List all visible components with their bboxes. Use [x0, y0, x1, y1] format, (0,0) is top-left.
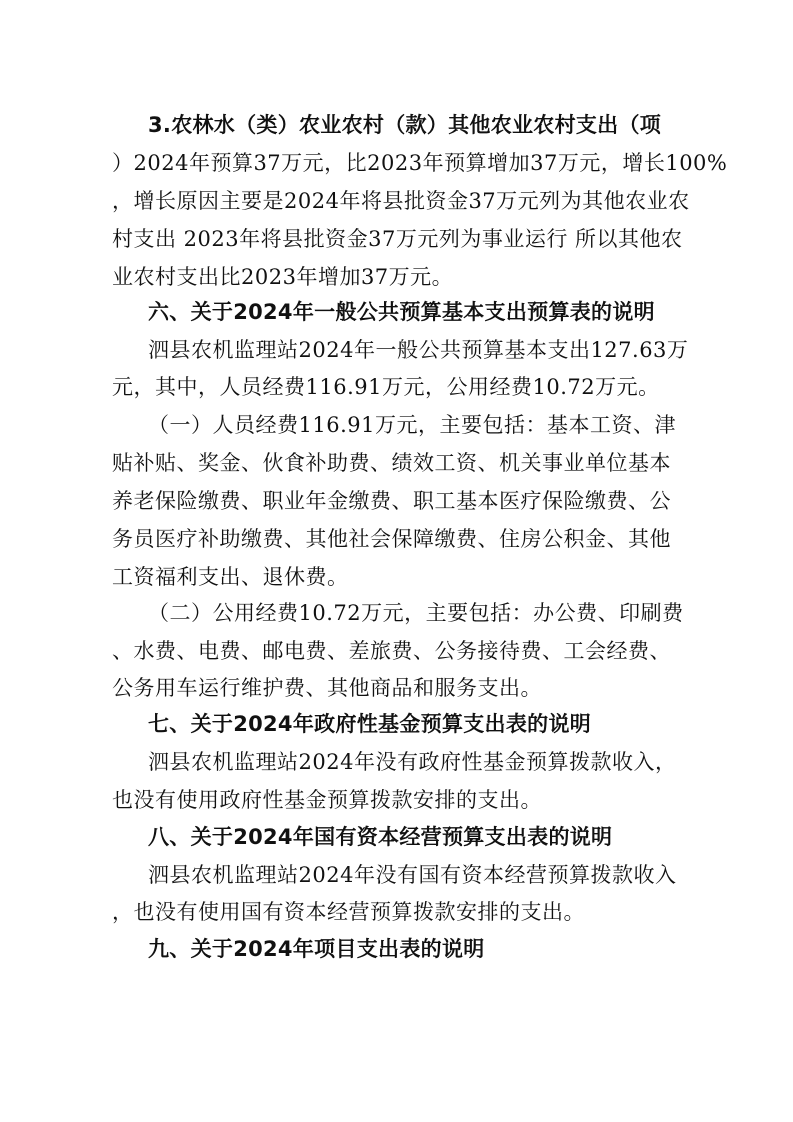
- personnel-expense-line: 贴补贴、奖金、伙食补助费、绩效工资、机关事业单位基本: [112, 451, 671, 475]
- personnel-expense-line: 务员医疗补助缴费、其他社会保障缴费、住房公积金、其他: [112, 527, 671, 551]
- section-8-text-line: ，也没有使用国有资本经营预算拨款安排的支出。: [112, 900, 585, 924]
- section-9-heading: 九、关于2024年项目支出表的说明: [148, 937, 485, 961]
- section-6-text-line: 泗县农机监理站2024年一般公共预算基本支出127.63万: [148, 338, 689, 362]
- section-8-text-line: 泗县农机监理站2024年没有国有资本经营预算拨款收入: [148, 863, 677, 887]
- item-3-text-line: 村支出 2023年将县批资金37万元列为事业运行 所以其他农: [112, 227, 683, 251]
- personnel-expense-line: 工资福利支出、退休费。: [112, 565, 349, 589]
- section-7-text-line: 也没有使用政府性基金预算拨款安排的支出。: [112, 788, 542, 812]
- public-expense-line: 、水费、电费、邮电费、差旅费、公务接待费、工会经费、: [112, 639, 671, 663]
- section-7-text-line: 泗县农机监理站2024年没有政府性基金预算拨款收入，: [148, 750, 677, 774]
- item-3-text-line: ）2024年预算37万元，比2023年预算增加37万元，增长100%: [112, 151, 728, 175]
- item-3-heading-line: 3.农林水（类）农业农村（款）其他农业农村支出（项: [148, 113, 662, 137]
- section-6-heading: 六、关于2024年一般公共预算基本支出预算表的说明: [148, 300, 655, 324]
- personnel-expense-line: （一）人员经费116.91万元，主要包括：基本工资、津: [148, 413, 676, 437]
- item-3-text-line: 业农村支出比2023年增加37万元。: [112, 265, 454, 289]
- public-expense-line: （二）公用经费10.72万元，主要包括：办公费、印刷费: [148, 601, 684, 625]
- public-expense-line: 公务用车运行维护费、其他商品和服务支出。: [112, 676, 542, 700]
- section-8-heading: 八、关于2024年国有资本经营预算支出表的说明: [148, 825, 613, 849]
- section-6-text-line: 元，其中，人员经费116.91万元，公用经费10.72万元。: [112, 375, 660, 399]
- personnel-expense-line: 养老保险缴费、职业年金缴费、职工基本医疗保险缴费、公: [112, 489, 671, 513]
- section-7-heading: 七、关于2024年政府性基金预算支出表的说明: [148, 712, 592, 736]
- item-3-text-line: ，增长原因主要是2024年将县批资金37万元列为其他农业农: [112, 189, 690, 213]
